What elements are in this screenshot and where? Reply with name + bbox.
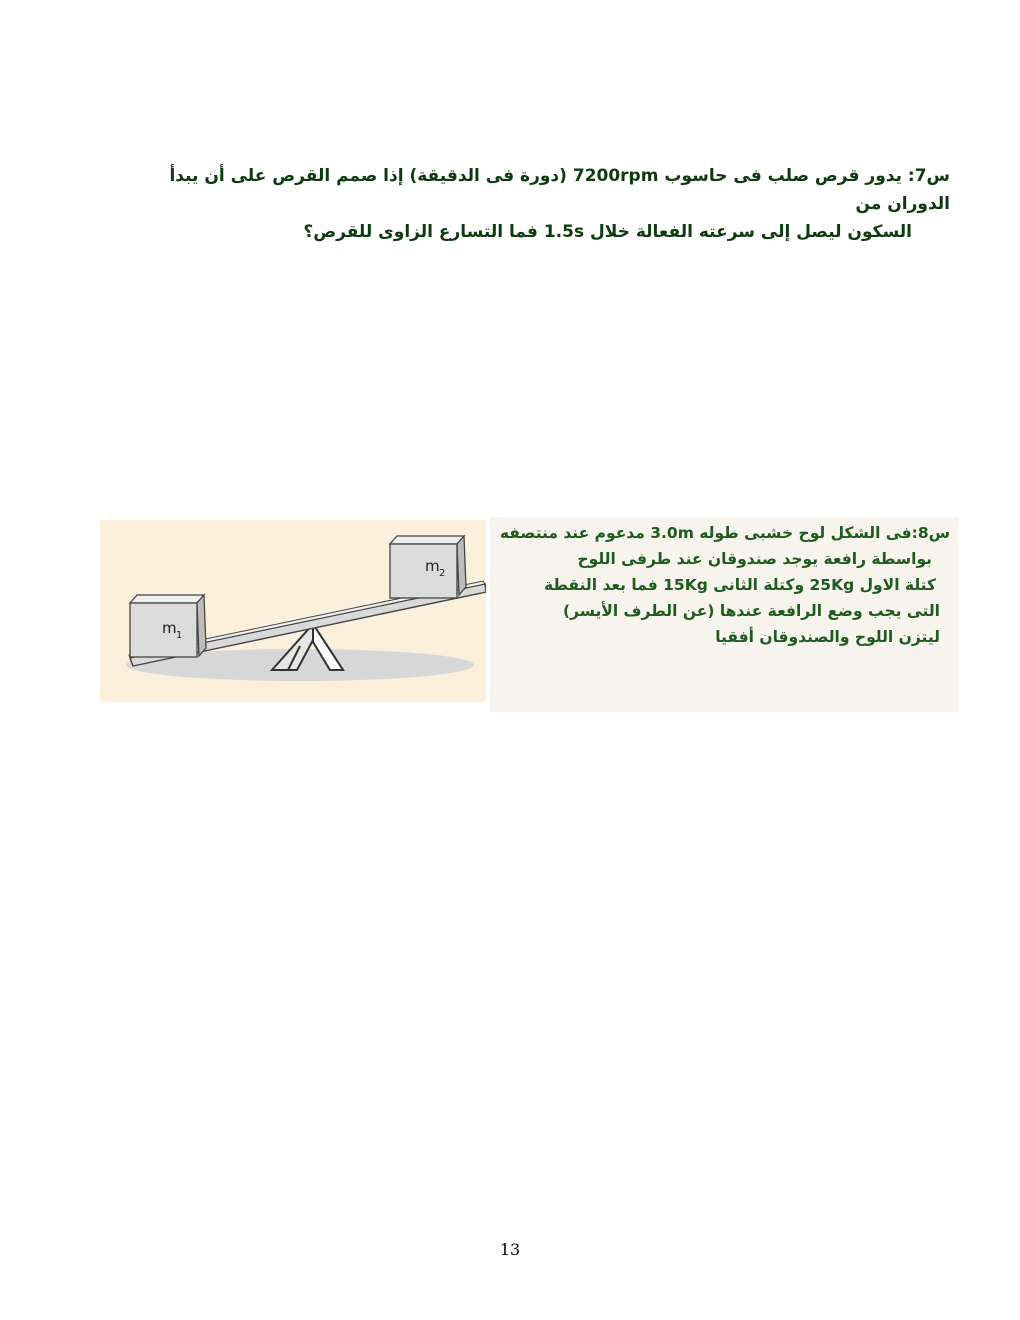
seesaw-figure (100, 520, 486, 702)
question-8-line-5: ليتزن اللوح والصندوقان أفقيا (715, 628, 940, 646)
question-7-line-2: السكون ليصل إلى سرعته الفعالة خلال 1.5s فما التسارع الزاوى للقرص؟ (303, 222, 912, 242)
question-8-line-3: كتلة الاول 25Kg وكتلة الثانى 15Kg فما بعد النقطة (543, 576, 936, 594)
box-m1 (130, 595, 206, 657)
question-8-line-1: س8:فى الشكل لوح خشبى طوله 3.0m مدعوم عند منتصفه (499, 524, 950, 542)
question-7-line-1: س7: يدور قرص صلب فى حاسوب 7200rpm (دورة فى الدقيقة) إذا صمم القرص على أن يبدأ الدوران من (169, 166, 950, 214)
box-m1-label: m (162, 619, 177, 637)
question-8-line-2: بواسطة رافعة يوجد صندوقان عند طرفى اللوح (577, 550, 932, 568)
box-m2-subscript: 2 (439, 568, 446, 579)
box-m2 (390, 536, 466, 598)
question-8 (490, 517, 958, 712)
question-7 (120, 162, 950, 246)
box-m2-label: m (425, 557, 440, 575)
question-8-line-4: التى يجب وضع الرافعة عندها (عن الطرف الأيسر) (562, 602, 940, 620)
box-m1-subscript: 1 (176, 630, 183, 641)
seesaw-illustration (100, 520, 486, 702)
page-number: 13 (499, 1240, 521, 1259)
